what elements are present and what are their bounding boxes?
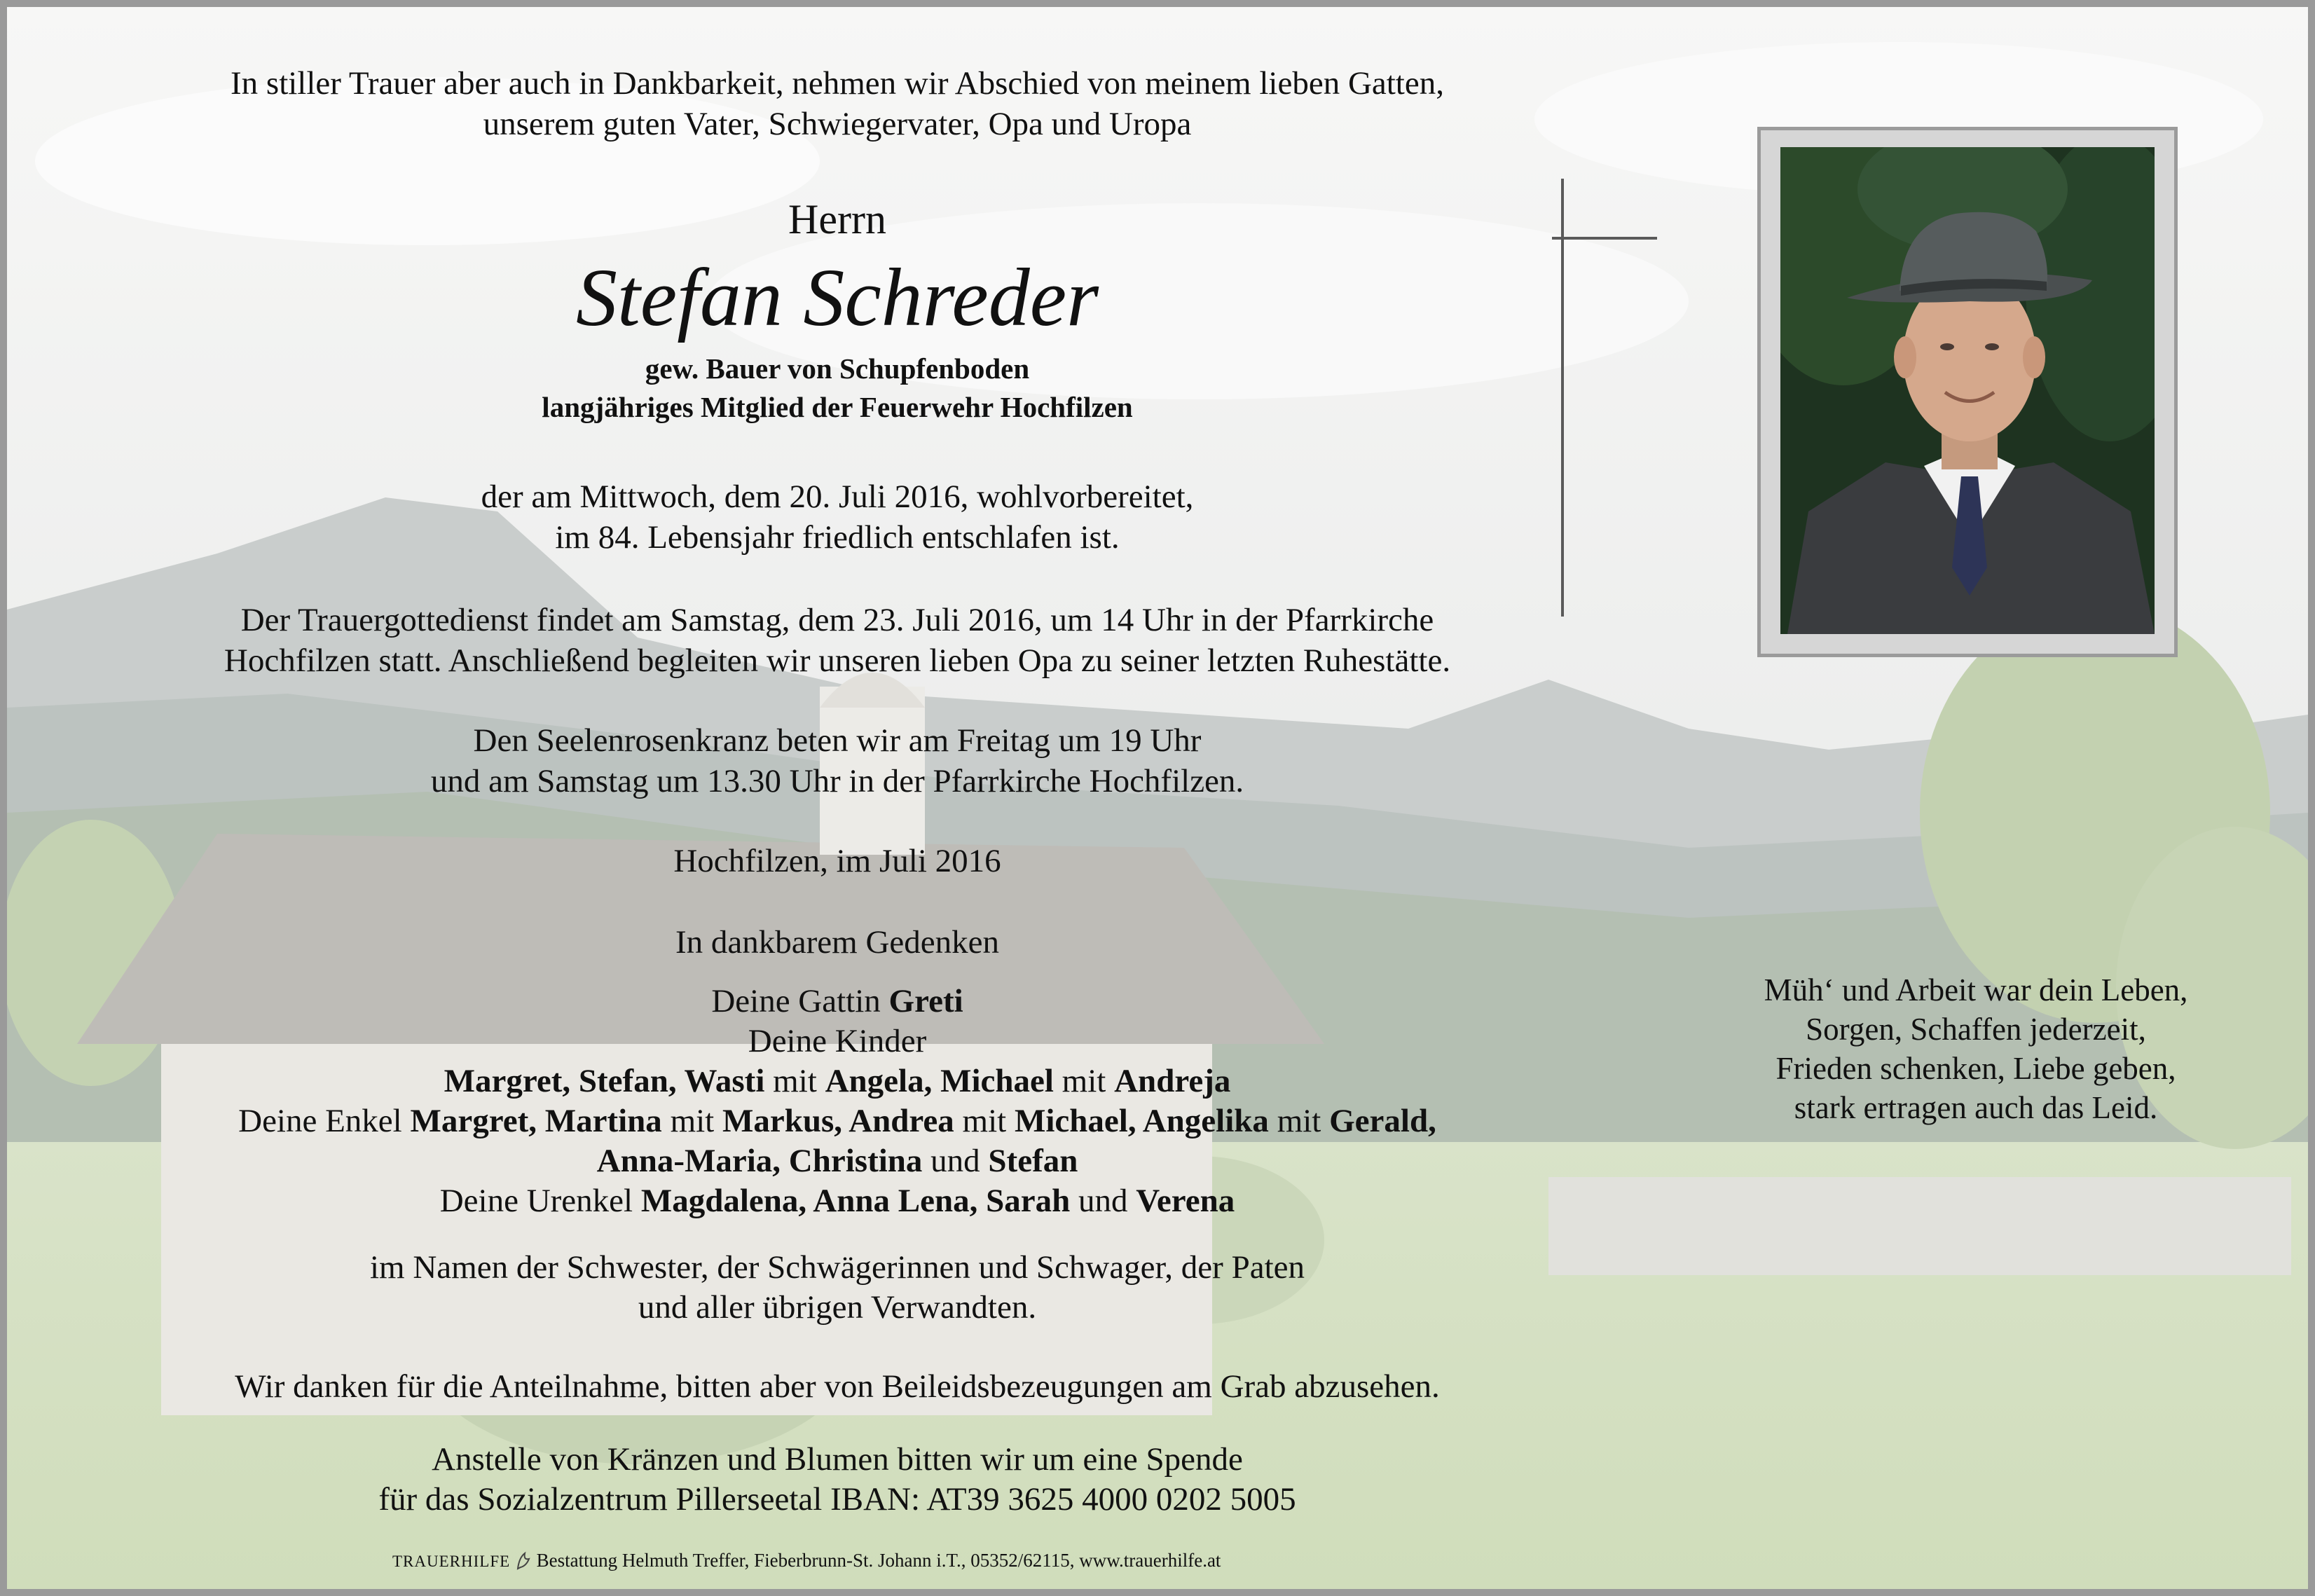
verse-line-4: stark ertragen auch das Leid.	[1794, 1090, 2158, 1125]
funeral-line-2: Hochfilzen statt. Anschließend begleiten wir unseren lieben Opa zu seiner letzten Ruhestätte.	[224, 642, 1451, 679]
portrait-photo	[1780, 147, 2155, 634]
verse-line-1: Müh‘ und Arbeit war dein Leben,	[1764, 972, 2188, 1007]
verse-line-3: Frieden schenken, Liebe geben,	[1775, 1051, 2176, 1086]
ear	[2023, 336, 2045, 378]
footer-text: Bestattung Helmuth Treffer, Fieberbrunn-St. Johann i.T., 05352/62115, www.trauerhilfe.at	[536, 1550, 1221, 1571]
relatives-line-2: und aller übrigen Verwandten.	[638, 1289, 1037, 1326]
occupation-line-2: langjähriges Mitglied der Feuerwehr Hochfilzen	[542, 391, 1133, 423]
wife-prefix: Deine Gattin	[711, 983, 881, 1019]
deceased-name: Stefan Schreder	[575, 252, 1099, 343]
grandchildren-prefix: Deine Enkel	[238, 1103, 411, 1139]
footer-brand: TRAUERHILFE	[392, 1553, 511, 1570]
death-line-1: der am Mittwoch, dem 20. Juli 2016, wohlvorbereitet,	[481, 479, 1194, 515]
connector: mit	[954, 1103, 1015, 1139]
connector: mit	[764, 1063, 825, 1099]
intro-line-2: unserem guten Vater, Schwiegervater, Opa und Uropa	[483, 106, 1192, 142]
donation-line-2: für das Sozialzentrum Pillerseetal IBAN: AT39 3625 4000 0202 5005	[378, 1481, 1296, 1518]
place-date: Hochfilzen, im Juli 2016	[673, 843, 1001, 879]
grandchildren-names: Michael, Angelika	[1014, 1103, 1269, 1139]
grandchildren-names: Margret, Martina	[410, 1103, 662, 1139]
great-grandchildren-names: Magdalena, Anna Lena, Sarah	[640, 1183, 1071, 1219]
grandchildren-names: Stefan	[988, 1143, 1078, 1179]
children-label: Deine Kinder	[748, 1023, 927, 1059]
grandchildren-names: Markus, Andrea	[722, 1103, 954, 1139]
children-names: Andreja	[1114, 1063, 1231, 1099]
family-children	[7, 1061, 1668, 1101]
funeral-line-1: Der Trauergottedienst findet am Samstag, dem 23. Juli 2016, um 14 Uhr in der Pfarrkirche	[240, 602, 1434, 638]
intro-line-1: In stiller Trauer aber auch in Dankbarkeit, nehmen wir Abschied von meinem lieben Gatten,	[231, 65, 1444, 102]
family-great-grandchildren	[7, 1181, 1668, 1221]
eye	[1985, 343, 1999, 350]
cross-icon-vertical	[1561, 179, 1564, 617]
dove-icon	[515, 1550, 532, 1574]
donation-line-1: Anstelle von Kränzen und Blumen bitten wir um eine Spende	[432, 1441, 1243, 1478]
family-wife	[7, 981, 1668, 1021]
death-line-2: im 84. Lebensjahr friedlich entschlafen ist.	[555, 519, 1120, 556]
cross-icon-horizontal	[1552, 237, 1657, 240]
connector: mit	[1268, 1103, 1330, 1139]
portrait-frame	[1757, 127, 2178, 657]
great-grandchildren-names: Verena	[1136, 1183, 1235, 1219]
rosary-line-2: und am Samstag um 13.30 Uhr in der Pfarrkirche Hochfilzen.	[430, 763, 1244, 799]
connector: und	[1070, 1183, 1136, 1219]
ear	[1894, 336, 1916, 378]
family-grandchildren-cont	[7, 1141, 1668, 1181]
remembrance: In dankbarem Gedenken	[675, 924, 999, 961]
rosary-line-1: Den Seelenrosenkranz beten wir am Freitag um 19 Uhr	[473, 722, 1202, 759]
connector: mit	[661, 1103, 722, 1139]
great-prefix: Deine Urenkel	[439, 1183, 641, 1219]
portrait-image	[1780, 147, 2155, 634]
verse-line-2: Sorgen, Schaffen jederzeit,	[1806, 1012, 2146, 1047]
children-names: Margret, Stefan, Wasti	[444, 1063, 765, 1099]
wife-name: Greti	[888, 983, 963, 1019]
dove-shape	[518, 1553, 529, 1569]
eye	[1940, 343, 1954, 350]
connector: mit	[1053, 1063, 1115, 1099]
thanks: Wir danken für die Anteilnahme, bitten aber von Beileidsbezeugungen am Grab abzusehen.	[235, 1368, 1440, 1405]
footer	[392, 1548, 1221, 1574]
family-grandchildren	[7, 1101, 1668, 1141]
grandchildren-names: Anna-Maria, Christina	[596, 1143, 923, 1179]
connector: und	[922, 1143, 989, 1179]
occupation-line-1: gew. Bauer von Schupfenboden	[645, 352, 1030, 385]
relatives-line-1: im Namen der Schwester, der Schwägerinnen und Schwager, der Paten	[370, 1249, 1305, 1286]
children-names: Angela, Michael	[825, 1063, 1054, 1099]
grandchildren-names: Gerald,	[1329, 1103, 1436, 1139]
salutation: Herrn	[788, 196, 886, 242]
